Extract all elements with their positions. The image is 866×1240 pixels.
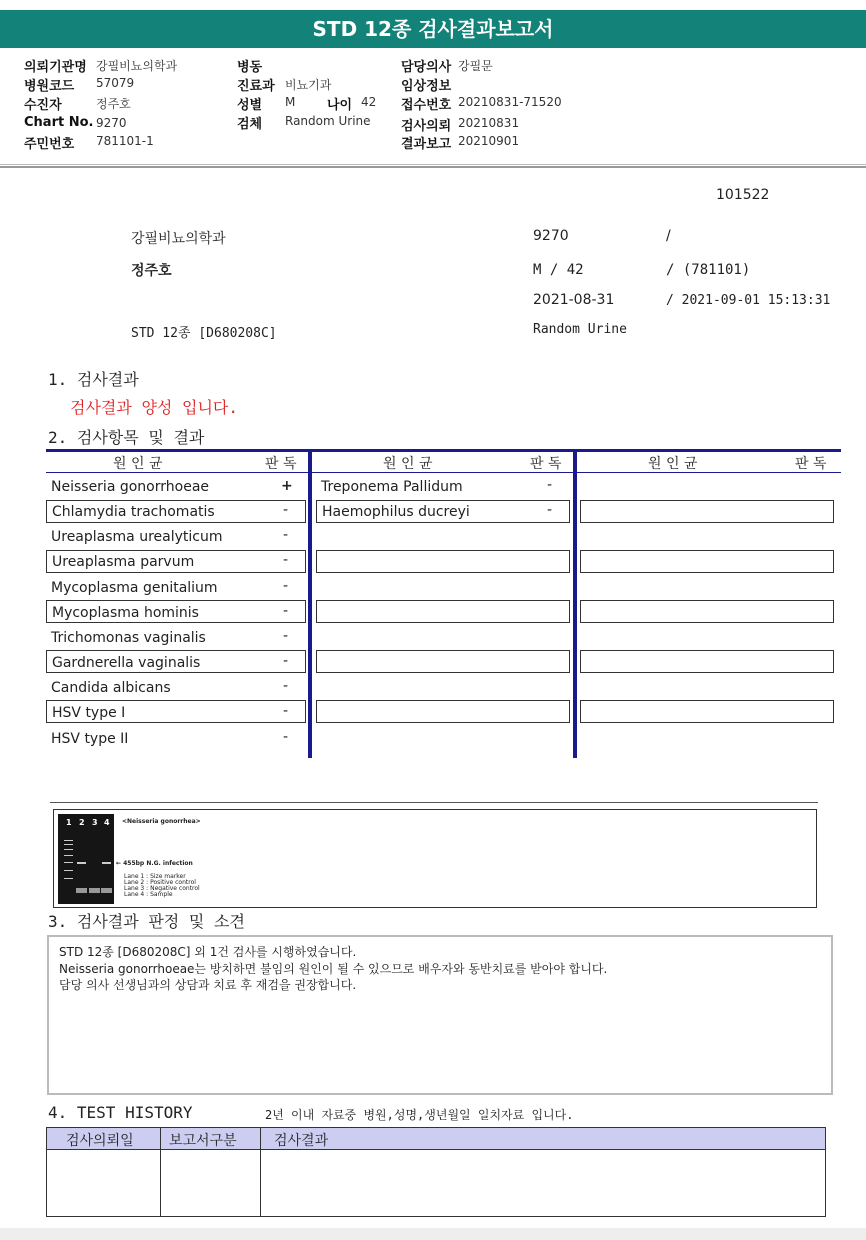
label-requesting-org: 의뢰기관명 — [24, 60, 87, 75]
organism-result: - — [283, 552, 289, 568]
cell-box — [580, 500, 834, 523]
cell-box — [580, 600, 834, 623]
cell-box — [580, 650, 834, 673]
info-request-date: 2021-08-31 — [533, 292, 615, 308]
gel-band — [64, 862, 73, 863]
value-age: 42 — [361, 95, 377, 109]
table-divider-1 — [308, 452, 312, 758]
gel-electrophoresis-image — [58, 814, 114, 904]
table-divider-2 — [573, 452, 577, 758]
value-receipt-no: 20210831-71520 — [458, 95, 562, 109]
info-chart: 9270 — [533, 228, 569, 244]
organism-result: - — [283, 502, 289, 518]
organism-result: - — [547, 477, 553, 493]
label-age: 나이 — [327, 98, 353, 113]
gel-legend: Lane 2 : Positive control — [124, 879, 196, 886]
opinion-line: STD 12종 [D680208C] 외 1건 검사를 시행하였습니다. — [59, 945, 357, 959]
gel-band — [77, 862, 86, 864]
organism-result: - — [283, 653, 289, 669]
value-specimen: Random Urine — [285, 114, 371, 128]
header-divider-shadow — [0, 166, 866, 168]
gel-band — [64, 870, 73, 871]
label-patient: 수진자 — [24, 98, 62, 113]
gel-legend: Lane 1 : Size marker — [124, 873, 186, 880]
opinion-line: 담당 의사 선생님과의 상담과 치료 후 재검을 권장합니다. — [59, 978, 357, 992]
history-note: 2년 이내 자료중 병원,성명,생년월일 일치자료 입니다. — [265, 1108, 574, 1122]
gel-band-label: ← 455bp N.G. infection — [116, 860, 193, 867]
organism-result: - — [283, 527, 289, 543]
info-specimen: Random Urine — [533, 322, 627, 337]
col-head-verdict-3: 판 독 — [795, 456, 827, 472]
organism-result: - — [283, 703, 289, 719]
doc-code: 101522 — [716, 187, 770, 203]
info-hospital: 강필비뇨의학과 — [131, 231, 226, 247]
info-report-datetime: / 2021-09-01 15:13:31 — [666, 293, 831, 308]
report-title: STD 12종 검사결과보고서 — [0, 10, 866, 48]
organism-name: Neisseria gonorrhoeae — [51, 479, 210, 495]
label-sex: 성별 — [237, 98, 263, 113]
history-table — [46, 1127, 826, 1217]
col-head-verdict-1: 판 독 — [265, 456, 297, 472]
gel-band — [76, 888, 87, 893]
value-patient: 정주호 — [96, 97, 131, 111]
cell-box — [580, 550, 834, 573]
history-col-divider — [260, 1128, 261, 1216]
info-slash: / — [666, 228, 671, 244]
value-department: 비뇨기과 — [285, 78, 332, 92]
section-2-heading: 2. 검사항목 및 결과 — [48, 428, 205, 447]
section-1-heading: 1. 검사결과 — [48, 370, 139, 389]
value-request-date: 20210831 — [458, 116, 520, 130]
gel-band — [64, 878, 73, 879]
cell-box — [316, 600, 570, 623]
gel-lane-number: 1 — [66, 818, 72, 827]
info-test-name: STD 12종 [D680208C] — [131, 326, 277, 341]
label-department: 진료과 — [237, 79, 275, 94]
info-birth: / (781101) — [666, 262, 751, 278]
info-patient: 정주호 — [131, 263, 172, 279]
organism-name: Haemophilus ducreyi — [322, 504, 470, 520]
organism-name: Trichomonas vaginalis — [51, 630, 206, 646]
gel-top-rule — [50, 802, 818, 803]
organism-name: HSV type I — [52, 705, 126, 721]
organism-name: Mycoplasma genitalium — [51, 580, 218, 596]
organism-result: - — [283, 729, 289, 745]
col-head-organism-3: 원 인 균 — [648, 456, 698, 472]
organism-name: Ureaplasma parvum — [52, 554, 195, 570]
opinion-line: Neisseria gonorrhoeae는 방치하면 불임의 원인이 될 수 있으므로 배우자와 동반치료를 받아야 합니다. — [59, 962, 608, 976]
gel-legend: Lane 4 : Sample — [124, 891, 173, 898]
cell-box — [316, 550, 570, 573]
header-divider — [0, 164, 866, 165]
section-3-heading: 3. 검사결과 판정 및 소견 — [48, 912, 245, 931]
organism-name: HSV type II — [51, 731, 129, 747]
organism-result: - — [547, 502, 553, 518]
history-col-report-type: 보고서구분 — [169, 1133, 237, 1149]
cell-box — [580, 700, 834, 723]
cell-box — [316, 700, 570, 723]
label-receipt-no: 접수번호 — [401, 98, 452, 113]
value-hospital-code: 57079 — [96, 76, 135, 90]
label-clinical-info: 임상정보 — [401, 79, 452, 94]
gel-band — [64, 855, 73, 856]
value-doctor: 강필문 — [458, 59, 493, 73]
col-head-organism-2: 원 인 균 — [383, 456, 433, 472]
label-request-date: 검사의뢰 — [401, 119, 452, 134]
value-resident-no: 781101-1 — [96, 134, 154, 148]
table-header-border — [46, 472, 841, 473]
cell-box — [316, 650, 570, 673]
organism-result: - — [283, 603, 289, 619]
gel-band — [64, 840, 73, 841]
history-col-result: 검사결과 — [274, 1133, 329, 1149]
gel-band — [101, 888, 112, 893]
label-chart-no: Chart No. — [24, 115, 94, 130]
label-hospital-code: 병원코드 — [24, 79, 75, 94]
result-summary: 검사결과 양성 입니다. — [70, 398, 239, 417]
label-doctor: 담당의사 — [401, 60, 452, 75]
page-bottom-margin — [0, 1228, 866, 1240]
col-head-verdict-2: 판 독 — [530, 456, 562, 472]
organism-name: Treponema Pallidum — [321, 479, 463, 495]
info-sex-age: M / 42 — [533, 262, 584, 278]
gel-lane-number: 2 — [79, 818, 85, 827]
value-requesting-org: 강필비뇨의학과 — [96, 59, 178, 73]
gel-lane-number: 3 — [92, 818, 98, 827]
value-report-date: 20210901 — [458, 134, 520, 148]
organism-result: + — [281, 478, 293, 494]
label-resident-no: 주민번호 — [24, 137, 75, 152]
gel-lane-number: 4 — [104, 818, 110, 827]
value-sex: M — [285, 95, 296, 109]
organism-name: Gardnerella vaginalis — [52, 655, 201, 671]
history-col-request-date: 검사의뢰일 — [66, 1133, 134, 1149]
organism-name: Chlamydia trachomatis — [52, 504, 215, 520]
organism-name: Mycoplasma hominis — [52, 605, 199, 621]
gel-band — [64, 849, 73, 850]
gel-band — [89, 888, 100, 893]
history-col-divider — [160, 1128, 161, 1216]
gel-band — [64, 844, 73, 845]
value-chart-no: 9270 — [96, 116, 127, 130]
label-ward: 병동 — [237, 60, 263, 75]
history-header-row — [47, 1128, 825, 1150]
opinion-box — [47, 935, 833, 1095]
gel-band — [102, 862, 111, 864]
gel-legend: Lane 3 : Negative control — [124, 885, 200, 892]
table-top-border — [46, 449, 841, 452]
organism-name: Candida albicans — [51, 680, 171, 696]
organism-result: - — [283, 628, 289, 644]
col-head-organism-1: 원 인 균 — [113, 456, 163, 472]
label-report-date: 결과보고 — [401, 137, 452, 152]
organism-result: - — [283, 678, 289, 694]
organism-name: Ureaplasma urealyticum — [51, 529, 223, 545]
label-specimen: 검체 — [237, 117, 263, 132]
gel-title: <Neisseria gonorrhea> — [122, 818, 201, 825]
section-4-heading: 4. TEST HISTORY — [48, 1103, 193, 1122]
organism-result: - — [283, 578, 289, 594]
